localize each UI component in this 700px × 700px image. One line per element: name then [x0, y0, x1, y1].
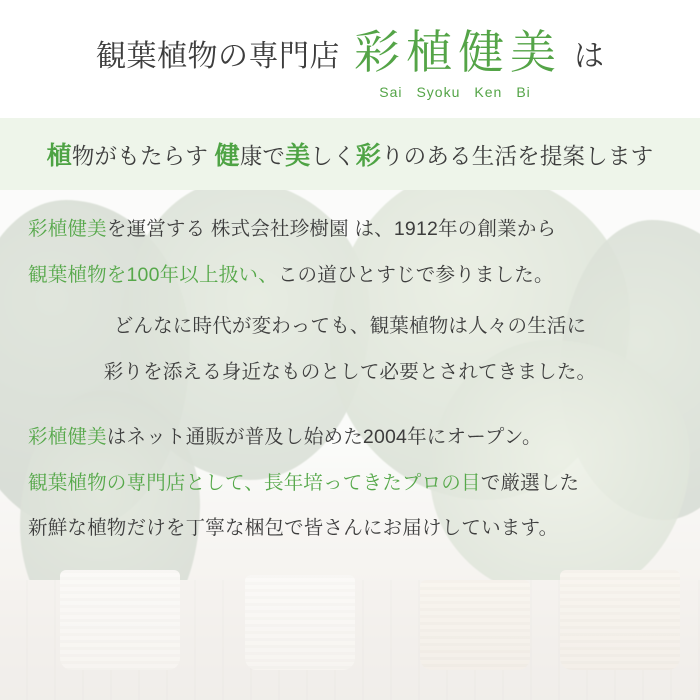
- tagline-seg-6: しく: [310, 144, 356, 169]
- paragraph-2-line-2: [28, 360, 672, 383]
- brand-romaji-4: Bi: [516, 83, 531, 100]
- brand-romaji-2: Syoku: [416, 83, 461, 100]
- paragraph-2: [28, 317, 672, 408]
- p3l1-seg-1: 彩植健美: [28, 426, 107, 448]
- header-lead-text: 観葉植物の専門店: [96, 39, 340, 73]
- paragraph-2-line-1: [28, 317, 672, 337]
- p3l1-seg-2: はネット通販が普及し始めた2004年にオープン。: [106, 426, 542, 448]
- page-header: [0, 0, 700, 118]
- p1l1-seg-1: 彩植健美: [28, 218, 107, 240]
- paragraph-3-line-1: [28, 428, 672, 448]
- brand-romaji-3: Ken: [474, 83, 503, 100]
- spacer: [28, 408, 672, 428]
- paragraph-3: [28, 428, 672, 565]
- tagline-seg-7: 彩: [355, 142, 381, 170]
- paragraph-1: [28, 220, 672, 311]
- tagline-seg-5: 美: [285, 142, 311, 170]
- p3l3-seg-1: 新鮮な植物だけを丁寧な梱包で皆さんにお届けしています。: [28, 517, 559, 539]
- paragraph-1-line-1: [28, 220, 672, 240]
- tagline-seg-2: 物がもたらす: [71, 144, 215, 169]
- tagline-seg-1: 植: [46, 142, 72, 170]
- paragraph-3-line-3: [28, 519, 672, 539]
- p1l1-seg-2: を運営する 株式会社珍樹園 は、1912年の創業から: [106, 218, 557, 240]
- p1l2-seg-1: 観葉植物を100年以上扱い、: [28, 263, 278, 286]
- p3l2-seg-1: 観葉植物の専門店として、長年培ってきたプロの目: [28, 471, 481, 494]
- header-tail-text: は: [574, 39, 604, 73]
- paragraph-3-line-2: [28, 471, 672, 494]
- p3l2-seg-2: で厳選した: [480, 471, 580, 494]
- p2l1-seg-1: どんなに時代が変わっても、観葉植物は人々の生活に: [113, 315, 587, 337]
- tagline-text: [47, 136, 654, 172]
- brand-name-romaji: [379, 84, 531, 100]
- header-inner: [96, 27, 604, 98]
- p2l2-seg-1: 彩りを添える身近なものとして必要とされてきました。: [103, 360, 597, 383]
- brand-name-kanji: 彩植健美: [354, 25, 562, 78]
- p1l2-seg-2: この道ひとすじで参りました。: [277, 263, 554, 286]
- tagline-seg-4: 康で: [239, 144, 286, 169]
- tagline-seg-3: 健: [214, 142, 240, 170]
- about-copy: [0, 190, 700, 700]
- paragraph-1-line-2: [28, 263, 672, 286]
- about-body: [0, 190, 700, 700]
- brand-logo: [348, 25, 562, 100]
- tagline-band: [0, 118, 700, 190]
- brand-romaji-1: Sai: [379, 83, 403, 100]
- tagline-seg-8: りのある生活を提案します: [380, 144, 654, 169]
